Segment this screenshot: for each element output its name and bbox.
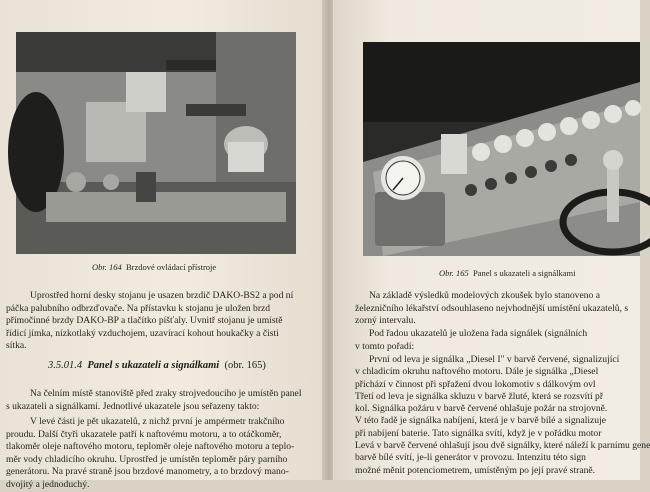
right-paragraph-3 (355, 354, 650, 477)
text-line: sítka. (6, 340, 27, 352)
text-line: Na základě výsledků modelových zkoušek bylo stanoveno a (369, 290, 600, 301)
indicator-panel-photo (363, 42, 640, 256)
left-paragraph-2 (6, 388, 301, 413)
figure-caption-165 (439, 268, 575, 278)
left-book-page (0, 0, 326, 490)
text-line: přichází v činnost při spřažení dvou lokomotiv s dálkovým ovl (355, 378, 596, 390)
text-line: Na čelním místě stanoviště před zraky strojvedoucího je umístěn panel (30, 388, 302, 399)
text-line: s ukazateli a signálkami. Jednotlivé ukazatele jsou seřazeny takto: (6, 400, 260, 412)
figure-caption-164 (92, 262, 216, 272)
text-line: v chladicím okruhu naftového motoru. Dále je signálka „Diesel (355, 366, 599, 378)
text-line: proudu. Další čtyři ukazatele patří k naftovému motoru, a to otáčkoměr, (6, 428, 282, 440)
text-line: barvě bílé svítí, je-li generátor v provozu. Intenzitu této sign (355, 452, 586, 464)
text-line: páčka palubního odbrzďovače. Na přístavku k stojanu je uložen brzd (6, 302, 271, 314)
figure-label: Obr. 164 (92, 262, 122, 272)
text-line: zorný intervalu. (355, 315, 416, 327)
text-line: tlakoměr oleje naftového motoru, teploměr oleje naftového motoru a teplo- (6, 441, 295, 453)
figure-label: Obr. 165 (439, 268, 469, 278)
right-book-page (333, 0, 650, 480)
text-line: řídicí jímka, nízkotlaký vzduchojem, uzavírací kohout houkačky a čisti (6, 327, 279, 339)
right-paragraph-1 (355, 290, 628, 328)
text-line: v tomto pořadí: (355, 340, 415, 352)
left-paragraph-1 (6, 290, 293, 353)
text-line: generátoru. Na pravé straně jsou brzdové manometry, a to brzdový mano- (6, 466, 289, 478)
figure-caption-text: Brzdové ovládací přístroje (126, 262, 217, 272)
text-line: měr vody chladicího okruhu. Uprostřed je umístěn teploměr páry parního (6, 453, 288, 465)
brake-controls-photo (16, 32, 296, 254)
text-line: železničního lékařství odsouhlaseno nejvhodnější umístění ukazatelů, s (355, 302, 629, 314)
section-title: Panel s ukazateli a signálkami (87, 360, 220, 371)
text-line: První od leva je signálka „Diesel I" v barvě červené, signalizující (369, 354, 620, 365)
text-line: Uprostřed horní desky stojanu je usazen brzdič DAKO-BS2 a pod ní (30, 290, 294, 301)
section-number: 3.5.01.4 (48, 360, 83, 371)
text-line: Třetí od leva je signálka skluzu v barvě žluté, která se rozsvítí př (355, 390, 604, 402)
text-line: přímočinné brzdy DAKO-BP a tlačítko píšťaly. Uvnitř stojanu je umístě (6, 315, 283, 327)
text-line: možné měnit potenciometrem, umístěným po její pravé straně. (355, 464, 596, 476)
text-line: dvojitý a jednoduchý. (6, 478, 90, 490)
text-line: Levá v barvě červené ohlašují jsou dvě signálky, které náleží k parnímu gene (355, 440, 650, 452)
text-line: V levé části je pět ukazatelů, z nichž první je ampérmetr trakčního (30, 416, 285, 427)
left-paragraph-3 (6, 416, 294, 492)
text-line: kol. Signálka požáru v barvě červené ohlašuje požár na strojovně. (355, 403, 608, 415)
section-ref: (obr. 165) (224, 360, 266, 371)
text-line: V této řadě je signálka nabíjení, která je v barvě bílé a signalizuje (355, 415, 607, 427)
text-line: při nabíjení baterie. Tato signálka svítí, když je v pořádku motor (355, 427, 602, 439)
right-paragraph-2 (355, 328, 587, 353)
text-line: Pod řadou ukazatelů je uložena řada signálek (signálních (369, 328, 588, 339)
section-heading (48, 360, 266, 371)
figure-caption-text: Panel s ukazateli a signálkami (473, 268, 576, 278)
